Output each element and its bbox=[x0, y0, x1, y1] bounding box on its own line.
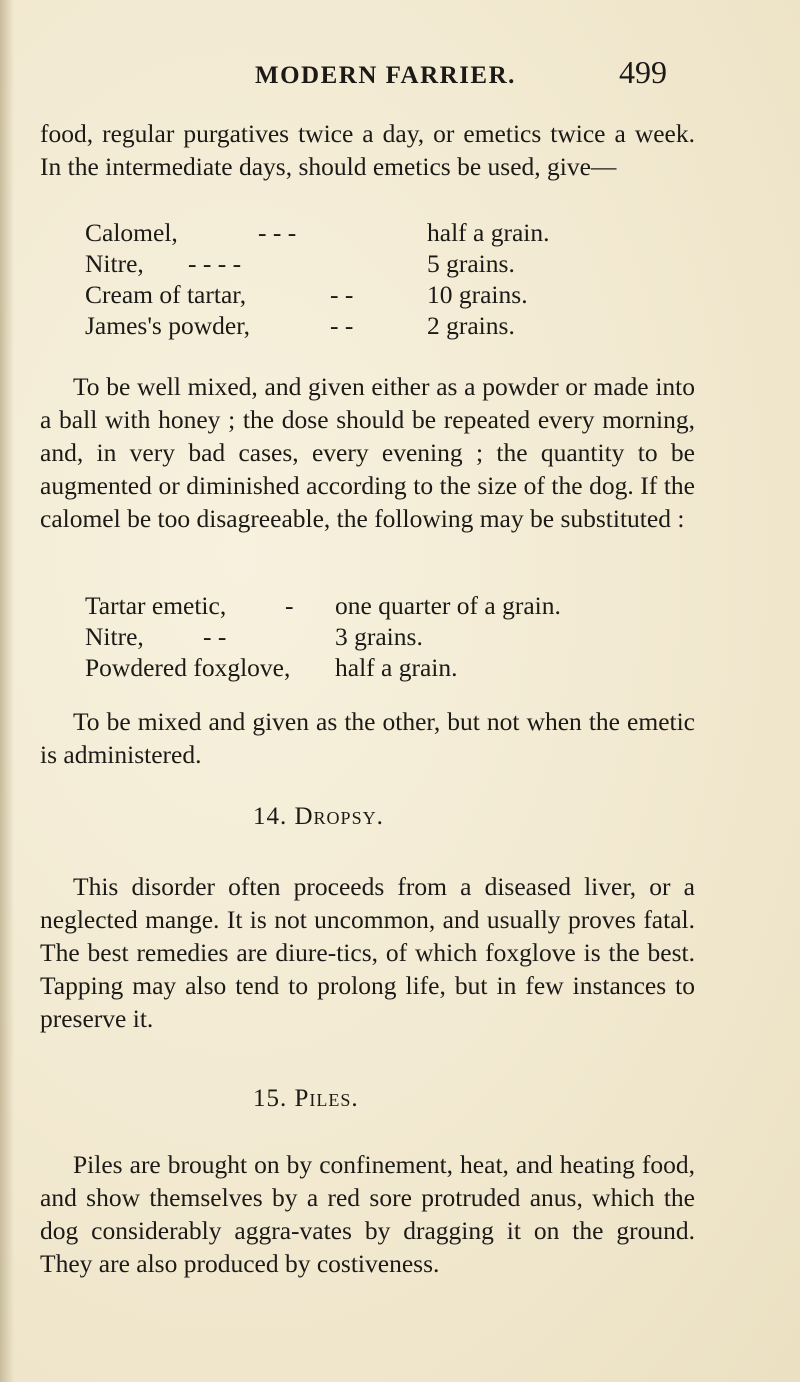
page-number: 499 bbox=[619, 54, 667, 90]
recipe-row bbox=[85, 652, 725, 683]
recipe-dose: half a grain. bbox=[427, 218, 550, 247]
recipe-ingredient: Calomel, bbox=[85, 218, 178, 247]
recipe-ingredient: Tartar emetic, bbox=[85, 591, 227, 620]
recipe-ingredient: James's powder, bbox=[85, 311, 251, 340]
recipe-dose: half a grain. bbox=[335, 653, 458, 682]
recipe-dose: one quarter of a grain. bbox=[335, 591, 561, 620]
paragraph-mixing: To be mixed and given as the other, but not when the emetic is administered. bbox=[40, 707, 695, 769]
section-title: Piles. bbox=[294, 1085, 359, 1112]
recipe-dashes: - - - bbox=[258, 218, 297, 247]
paragraph-piles: Piles are brought on by confinement, heat, and heating food, and show themselves by a red sore protruded anus, which the dog considerably aggra-vates by dragging it on the ground. They are also produced by costiveness. bbox=[40, 1150, 695, 1278]
recipe-row bbox=[85, 621, 725, 652]
recipe-row bbox=[85, 248, 685, 279]
recipe-dashes: - - bbox=[330, 280, 354, 309]
paragraph-intro: food, regular purgatives twice a day, or emetics twice a week. In the intermediate days, should emetics be used, give— bbox=[40, 119, 695, 181]
recipe-dose: 2 grains. bbox=[427, 311, 515, 340]
recipe-dashes: - - bbox=[203, 622, 227, 651]
recipe-dose: 5 grains. bbox=[427, 249, 515, 278]
recipe-row bbox=[85, 590, 725, 621]
recipe-row bbox=[85, 279, 685, 310]
recipe-ingredient: Nitre, bbox=[85, 622, 144, 651]
paragraph-directions: To be well mixed, and given either as a powder or made into a ball with honey ; the dose should be repeated every morning, and, in very bad cases, every evening ; the quantity to be augmented or diminished according to the size of the dog. If the calomel be too disagreeable, the following may be substituted : bbox=[40, 372, 695, 533]
recipe-row bbox=[85, 217, 685, 248]
recipe-dashes: - bbox=[285, 591, 294, 620]
recipe-dashes: - - - - bbox=[188, 249, 242, 278]
recipe-dose: 10 grains. bbox=[427, 280, 528, 309]
section-number: 14. bbox=[253, 803, 288, 830]
recipe-list-calomel bbox=[85, 217, 685, 341]
page-header bbox=[0, 52, 800, 92]
running-head: MODERN FARRIER. bbox=[255, 62, 516, 89]
recipe-row bbox=[85, 310, 685, 341]
section-title: Dropsy. bbox=[294, 803, 384, 830]
paragraph-dropsy: This disorder often proceeds from a diseased liver, or a neglected mange. It is not uncommon, and usually proves fatal. The best remedies are diure-tics, of which foxglove is the best. Tapping may also tend to prolong life, but in few instances to preserve it. bbox=[40, 872, 695, 1033]
section-heading-dropsy bbox=[253, 803, 384, 831]
page-gutter-shadow bbox=[0, 0, 14, 1382]
section-number: 15. bbox=[253, 1085, 288, 1112]
recipe-list-tartar bbox=[85, 590, 725, 683]
recipe-ingredient: Nitre, bbox=[85, 249, 144, 278]
recipe-ingredient: Cream of tartar, bbox=[85, 280, 247, 309]
recipe-ingredient: Powdered foxglove, bbox=[85, 653, 291, 682]
section-heading-piles bbox=[253, 1085, 359, 1113]
recipe-dose: 3 grains. bbox=[335, 622, 423, 651]
recipe-dashes: - - bbox=[330, 311, 354, 340]
